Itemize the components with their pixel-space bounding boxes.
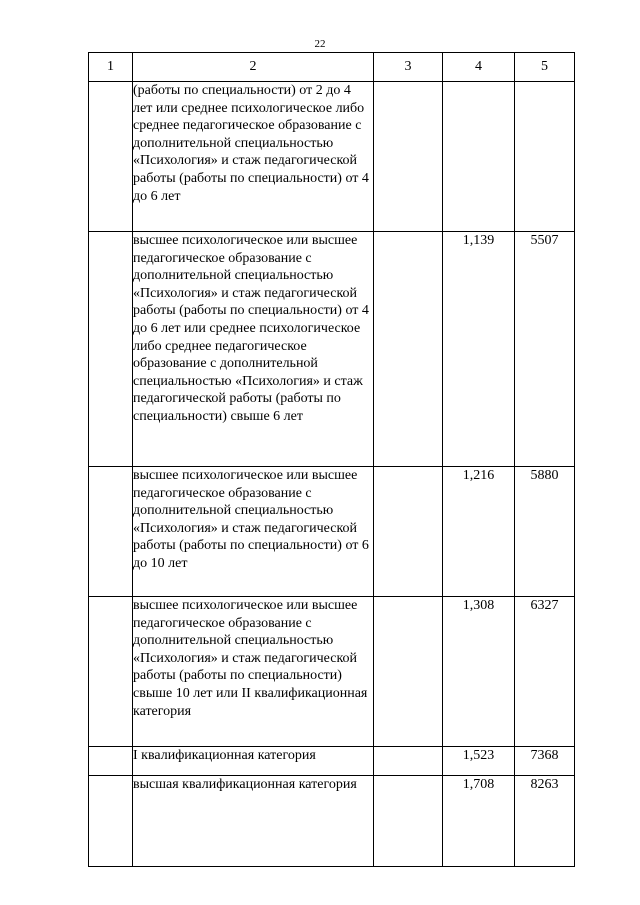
row-salary-cell: 6327 [515,597,575,747]
row-coefficient-cell: 1,308 [443,597,515,747]
row-salary-cell: 5880 [515,467,575,597]
row-description-cell: I квалификационная категория [133,747,374,776]
table-header-row [89,53,575,82]
table-row [89,776,575,867]
row-description-cell: высшее психологическое или высшее педагогическое образование с дополнительной специальностью «Психология» и стаж педагогической работы (работы по специальности) от 4 до 6 лет или среднее психологическое либо среднее педагогическое образование с дополнительной специальностью «Психология» и стаж педагогической работы (работы по специальности) свыше 6 лет [133,232,374,467]
column-header-3: 3 [374,53,443,82]
row-coefficient-cell [443,82,515,232]
row-coefficient-cell: 1,523 [443,747,515,776]
salary-table [88,52,575,867]
row-description-cell: высшая квалификационная категория [133,776,374,867]
row-coefficient-cell: 1,139 [443,232,515,467]
row-salary-cell: 5507 [515,232,575,467]
row-col1-cell [89,776,133,867]
row-description-cell: высшее психологическое или высшее педагогическое образование с дополнительной специальностью «Психология» и стаж педагогической работы (работы по специальности) свыше 10 лет или II квалификационная категория [133,597,374,747]
row-col3-cell [374,776,443,867]
row-col3-cell [374,747,443,776]
row-col1-cell [89,82,133,232]
table-row [89,232,575,467]
row-col1-cell [89,232,133,467]
row-description-cell: высшее психологическое или высшее педагогическое образование с дополнительной специальностью «Психология» и стаж педагогической работы (работы по специальности) от 6 до 10 лет [133,467,374,597]
column-header-2: 2 [133,53,374,82]
column-header-1: 1 [89,53,133,82]
row-col3-cell [374,82,443,232]
table-row [89,82,575,232]
row-salary-cell: 7368 [515,747,575,776]
table-row [89,597,575,747]
row-salary-cell [515,82,575,232]
row-col3-cell [374,597,443,747]
row-description-cell: (работы по специальности) от 2 до 4 лет или среднее психологическое либо среднее педагогическое образование с дополнительной специальностью «Психология» и стаж педагогической работы (работы по специальности) от 4 до 6 лет [133,82,374,232]
table-row [89,467,575,597]
page-number: 22 [314,38,326,50]
row-coefficient-cell: 1,216 [443,467,515,597]
row-coefficient-cell: 1,708 [443,776,515,867]
row-salary-cell: 8263 [515,776,575,867]
table-row [89,747,575,776]
row-col3-cell [374,232,443,467]
column-header-5: 5 [515,53,575,82]
column-header-4: 4 [443,53,515,82]
row-col1-cell [89,467,133,597]
row-col1-cell [89,747,133,776]
row-col3-cell [374,467,443,597]
row-col1-cell [89,597,133,747]
